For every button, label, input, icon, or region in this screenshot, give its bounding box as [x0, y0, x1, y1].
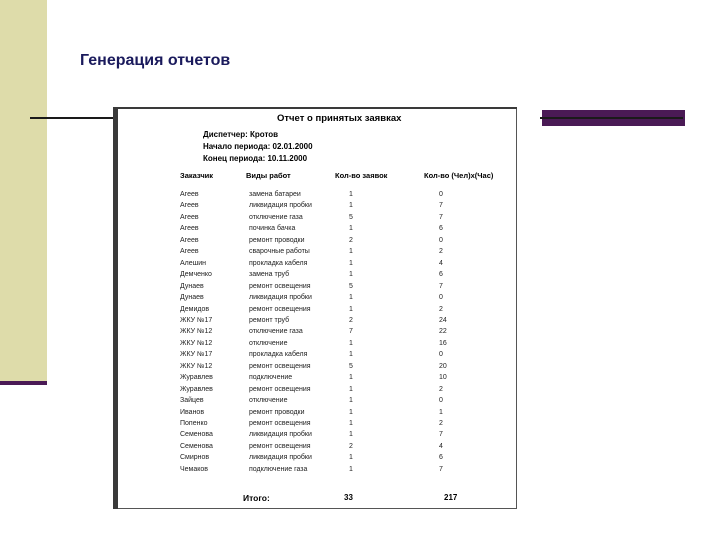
cell-work-type: прокладка кабеля: [249, 351, 308, 359]
cell-man-hours: 22: [439, 328, 447, 336]
cell-request-count: 1: [349, 465, 353, 473]
cell-request-count: 1: [349, 271, 353, 279]
cell-request-count: 1: [349, 225, 353, 233]
cell-request-count: 2: [349, 236, 353, 244]
cell-request-count: 2: [349, 442, 353, 450]
cell-work-type: подключение газа: [249, 465, 308, 473]
cell-customer: Попенко: [180, 420, 208, 427]
cell-work-type: подключение: [249, 374, 293, 382]
cell-request-count: 2: [349, 316, 353, 324]
cell-request-count: 1: [349, 351, 353, 359]
cell-man-hours: 6: [439, 271, 443, 279]
cell-request-count: 1: [349, 294, 353, 302]
cell-man-hours: 7: [439, 465, 443, 473]
cell-work-type: прокладка кабеля: [249, 259, 308, 267]
column-header-customer: Заказчик: [180, 171, 214, 180]
cell-customer: Демченко: [180, 271, 212, 279]
cell-work-type: ремонт освещения: [249, 362, 311, 370]
cell-man-hours: 7: [439, 202, 443, 210]
cell-request-count: 1: [349, 339, 353, 347]
cell-work-type: ремонт освещения: [249, 305, 311, 313]
cell-request-count: 1: [349, 420, 353, 427]
cell-customer: Журавлев: [180, 374, 213, 382]
cell-customer: ЖКУ №17: [180, 351, 213, 359]
cell-customer: Зайцев: [180, 397, 204, 405]
cell-man-hours: 0: [439, 236, 443, 244]
cell-request-count: 1: [349, 397, 353, 405]
cell-man-hours: 2: [439, 385, 443, 393]
cell-request-count: 7: [349, 328, 353, 336]
cell-request-count: 1: [349, 408, 353, 416]
cell-work-type: ремонт освещения: [249, 420, 311, 427]
cell-customer: Агеев: [180, 213, 199, 221]
cell-man-hours: 6: [439, 454, 443, 462]
cell-request-count: 1: [349, 305, 353, 313]
divider-left: [30, 117, 115, 119]
cell-request-count: 1: [349, 191, 353, 198]
cell-work-type: ремонт проводки: [249, 236, 305, 244]
cell-customer: ЖКУ №17: [180, 316, 213, 324]
cell-customer: Алешин: [180, 259, 207, 267]
cell-work-type: ремонт освещения: [249, 385, 311, 393]
cell-request-count: 5: [349, 362, 353, 370]
cell-customer: Дунаев: [180, 294, 204, 302]
cell-work-type: ликвидация пробки: [249, 431, 312, 439]
cell-customer: Агеев: [180, 191, 199, 198]
report-image: [113, 107, 517, 509]
report-border-left: [113, 107, 118, 509]
cell-request-count: 1: [349, 454, 353, 462]
cell-work-type: починка бачка: [249, 225, 296, 233]
column-header-request-count: Кол-во заявок: [335, 171, 388, 180]
cell-customer: Агеев: [180, 225, 199, 233]
cell-customer: ЖКУ №12: [180, 339, 213, 347]
slide-title: Генерация отчетов: [80, 52, 231, 69]
cell-man-hours: 7: [439, 431, 443, 439]
cell-man-hours: 2: [439, 305, 443, 313]
report-dispatcher: Диспетчер: Кротов: [203, 130, 279, 139]
cell-customer: ЖКУ №12: [180, 362, 213, 370]
left-accent-bar: [0, 381, 47, 385]
column-header-man-hours: Кол-во (Чел)х(Час): [424, 171, 494, 180]
cell-work-type: отключение газа: [249, 328, 303, 336]
cell-work-type: ликвидация пробки: [249, 294, 312, 302]
cell-work-type: отключение: [249, 339, 288, 347]
cell-man-hours: 7: [439, 213, 443, 221]
cell-customer: Агеев: [180, 248, 199, 256]
total-label: Итого:: [243, 493, 270, 503]
cell-request-count: 5: [349, 282, 353, 290]
cell-man-hours: 24: [439, 316, 447, 324]
cell-request-count: 1: [349, 259, 353, 267]
divider-right: [540, 117, 683, 119]
column-header-work-type: Виды работ: [246, 171, 291, 180]
cell-customer: Агеев: [180, 236, 199, 244]
cell-work-type: замена батареи: [249, 191, 301, 198]
cell-work-type: ремонт освещения: [249, 282, 311, 290]
cell-work-type: ремонт труб: [249, 316, 290, 324]
cell-request-count: 1: [349, 385, 353, 393]
cell-request-count: 1: [349, 374, 353, 382]
cell-customer: Смирнов: [180, 454, 210, 462]
cell-man-hours: 0: [439, 351, 443, 359]
cell-man-hours: 6: [439, 225, 443, 233]
cell-customer: Журавлев: [180, 385, 213, 393]
cell-man-hours: 4: [439, 442, 443, 450]
cell-customer: Чемаков: [180, 465, 209, 473]
cell-request-count: 1: [349, 248, 353, 256]
cell-man-hours: 2: [439, 248, 443, 256]
cell-customer: Иванов: [180, 408, 205, 416]
cell-work-type: ликвидация пробки: [249, 454, 312, 462]
cell-work-type: ремонт проводки: [249, 408, 305, 416]
cell-work-type: отключение: [249, 397, 288, 405]
cell-customer: Семенова: [180, 442, 213, 450]
cell-work-type: замена труб: [249, 271, 290, 279]
report-period-start: Начало периода: 02.01.2000: [203, 142, 313, 151]
total-requests: 33: [344, 493, 353, 502]
cell-customer: Демидов: [180, 305, 210, 313]
cell-man-hours: 10: [439, 374, 447, 382]
cell-customer: ЖКУ №12: [180, 328, 213, 336]
cell-customer: Агеев: [180, 202, 199, 210]
cell-request-count: 5: [349, 213, 353, 221]
cell-customer: Семенова: [180, 431, 213, 439]
cell-man-hours: 4: [439, 259, 443, 267]
cell-man-hours: 2: [439, 420, 443, 427]
cell-request-count: 1: [349, 202, 353, 210]
cell-work-type: сварочные работы: [249, 248, 310, 256]
cell-man-hours: 1: [439, 408, 443, 416]
cell-man-hours: 20: [439, 362, 447, 370]
cell-man-hours: 0: [439, 397, 443, 405]
cell-work-type: отключение газа: [249, 213, 303, 221]
report-border-top: [113, 107, 517, 109]
cell-man-hours: 7: [439, 282, 443, 290]
report-period-end: Конец периода: 10.11.2000: [203, 154, 308, 163]
cell-man-hours: 0: [439, 294, 443, 302]
cell-man-hours: 0: [439, 191, 443, 198]
cell-customer: Дунаев: [180, 282, 204, 290]
cell-request-count: 1: [349, 431, 353, 439]
report-title: Отчет о принятых заявках: [277, 113, 402, 124]
cell-work-type: ликвидация пробки: [249, 202, 312, 210]
left-decor-band: [0, 0, 47, 383]
cell-man-hours: 16: [439, 339, 447, 347]
total-hours: 217: [444, 493, 458, 502]
cell-work-type: ремонт освещения: [249, 442, 311, 450]
